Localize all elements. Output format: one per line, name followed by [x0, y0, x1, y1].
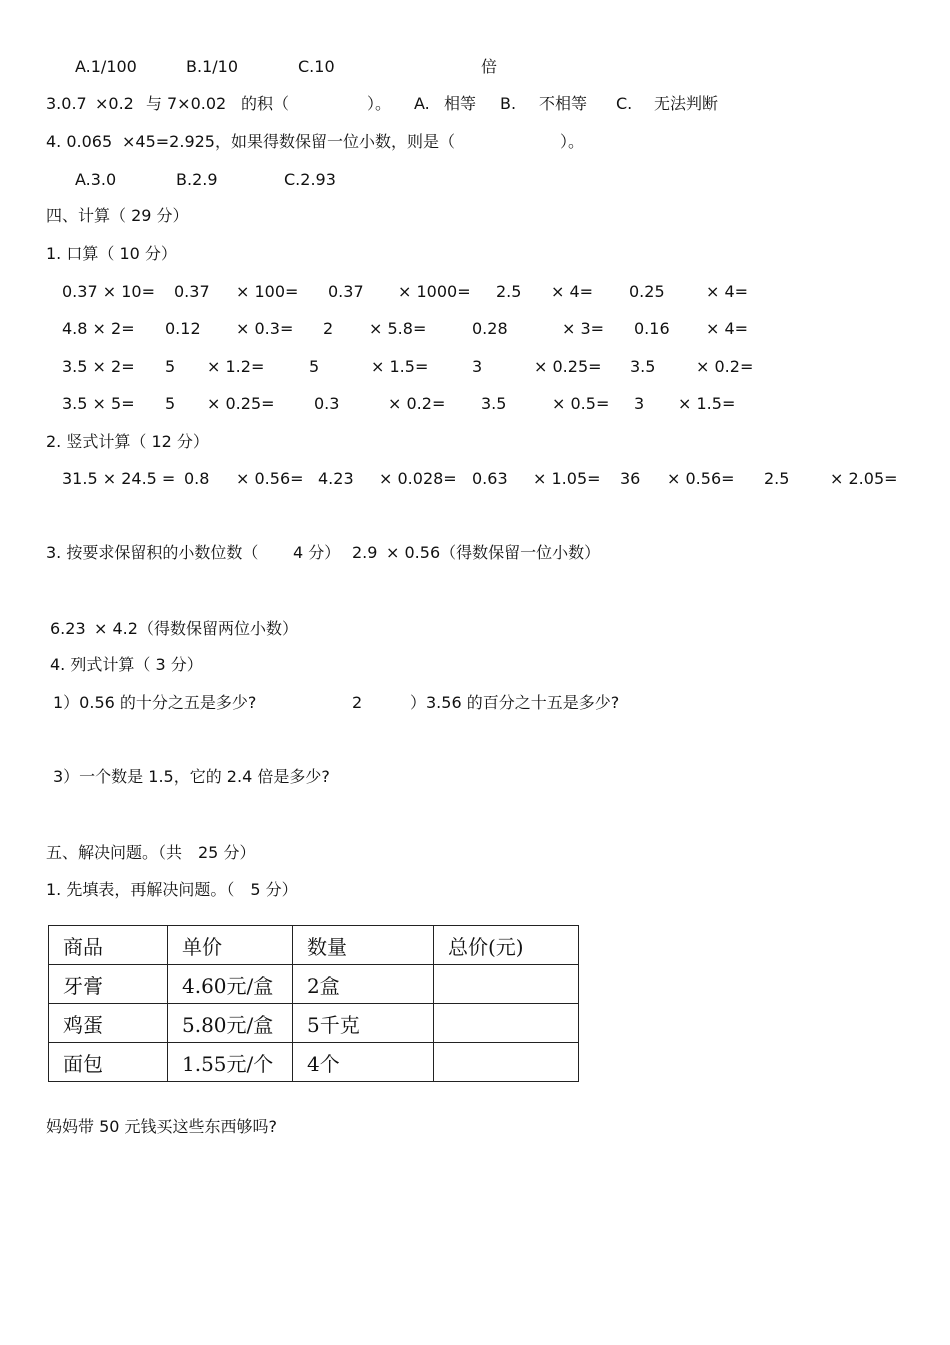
rounding-expr2b: × 4.2（得数保留两位小数） — [94, 619, 298, 638]
vertical-item: × 2.05= — [830, 469, 898, 488]
vertical-item: 2.5 — [764, 469, 790, 488]
q4-close: ）。 — [560, 132, 585, 151]
q4-prefix: 4. 0.065 — [46, 132, 113, 151]
q4-option-a: A.3.0 — [75, 170, 117, 189]
list-calc-q2-num: 2 — [352, 693, 363, 712]
q3-a-label: A. — [414, 94, 430, 113]
oral-item: 5 — [165, 357, 176, 376]
vertical-item: × 0.56= — [236, 469, 304, 488]
oral-item: 0.25 — [629, 282, 665, 301]
table-header-row — [49, 926, 579, 965]
list-calc-q2: ）3.56 的百分之十五是多少? — [410, 693, 620, 712]
oral-item: 0.37 — [328, 282, 364, 301]
total-price-cell[interactable] — [434, 1004, 579, 1043]
oral-item: 0.28 — [472, 319, 508, 338]
q4-option-b: B.2.9 — [176, 170, 218, 189]
table-cell: 鸡蛋 — [49, 1004, 168, 1043]
list-calc-q3: 3）一个数是 1.5，它的 2.4 倍是多少? — [53, 767, 330, 786]
oral-item: × 0.3= — [236, 319, 294, 338]
table-header-cell: 商品 — [49, 926, 168, 965]
table-cell: 5.80元/盒 — [168, 1004, 293, 1043]
rounding-points: 4 分） — [293, 543, 341, 562]
oral-item: × 1.2= — [207, 357, 265, 376]
oral-calc-title: 1. 口算（ 10 分） — [46, 244, 177, 263]
q3-mul1: ×0.2 — [95, 94, 134, 113]
oral-item: 3.5 — [630, 357, 656, 376]
goods-table — [48, 925, 579, 1082]
section5-q1-title: 1. 先填表，再解决问题。（ 5 分） — [46, 880, 298, 899]
oral-item: × 0.2= — [696, 357, 754, 376]
vertical-item: 0.63 — [472, 469, 508, 488]
q4-rest: ×45=2.925，如果得数保留一位小数，则是（ — [122, 132, 455, 151]
q3-c-label: C. — [616, 94, 633, 113]
vertical-item: 36 — [620, 469, 641, 488]
oral-item: × 5.8= — [369, 319, 427, 338]
table-header-cell: 单价 — [168, 926, 293, 965]
section4-title: 四、计算（ 29 分） — [46, 206, 189, 225]
list-calc-title: 4. 列式计算（ 3 分） — [50, 655, 203, 674]
oral-item: 3.5 × 5= — [62, 394, 135, 413]
table-row — [49, 1004, 579, 1043]
oral-item: 0.12 — [165, 319, 201, 338]
oral-item: 0.37 — [174, 282, 210, 301]
oral-item: 5 — [309, 357, 320, 376]
oral-item: × 0.25= — [207, 394, 275, 413]
oral-item: × 0.2= — [388, 394, 446, 413]
vertical-item: 4.23 — [318, 469, 354, 488]
oral-item: 0.37 × 10= — [62, 282, 155, 301]
oral-item: × 0.25= — [534, 357, 602, 376]
section5-title: 五、解决问题。（共 25 分） — [46, 843, 256, 862]
table-cell: 2盒 — [293, 965, 434, 1004]
q3-b-label: B. — [500, 94, 517, 113]
table-header-cell: 数量 — [293, 926, 434, 965]
oral-item: × 4= — [551, 282, 594, 301]
rounding-expr1: 2.9 — [352, 543, 378, 562]
vertical-item: × 0.028= — [379, 469, 457, 488]
table-cell: 1.55元/个 — [168, 1043, 293, 1082]
table-header-cell: 总价(元) — [434, 926, 579, 965]
oral-item: 4.8 × 2= — [62, 319, 135, 338]
vertical-calc-title: 2. 竖式计算（ 12 分） — [46, 432, 209, 451]
oral-item: 0.3 — [314, 394, 340, 413]
vertical-item: 31.5 × 24.5 = — [62, 469, 176, 488]
q3-yu: 与 — [146, 94, 163, 113]
table-cell: 4个 — [293, 1043, 434, 1082]
oral-item: 3 — [472, 357, 483, 376]
table-cell: 4.60元/盒 — [168, 965, 293, 1004]
oral-item: × 1000= — [398, 282, 471, 301]
q2-option-a: A.1/100 — [75, 57, 137, 76]
oral-item: × 0.5= — [552, 394, 610, 413]
total-price-cell[interactable] — [434, 1043, 579, 1082]
table-cell: 5千克 — [293, 1004, 434, 1043]
q3-c-text: 无法判断 — [654, 94, 719, 113]
oral-item: 5 — [165, 394, 176, 413]
oral-item: × 4= — [706, 319, 749, 338]
table-cell: 面包 — [49, 1043, 168, 1082]
total-price-cell[interactable] — [434, 965, 579, 1004]
rounding-title: 3. 按要求保留积的小数位数（ — [46, 543, 259, 562]
oral-item: 2.5 — [496, 282, 522, 301]
list-calc-row-1 — [0, 693, 620, 773]
oral-item: 3.5 — [481, 394, 507, 413]
oral-item: × 1.5= — [678, 394, 736, 413]
oral-item: × 3= — [562, 319, 605, 338]
rounding-expr2: 6.23 — [50, 619, 86, 638]
table-row — [49, 965, 579, 1004]
q2-option-c: C.10 — [298, 57, 335, 76]
oral-item: 2 — [323, 319, 334, 338]
list-calc-q1: 1）0.56 的十分之五是多少? — [53, 693, 257, 712]
q2-option-b: B.1/10 — [186, 57, 238, 76]
oral-item: 0.16 — [634, 319, 670, 338]
rounding-expr1b: × 0.56（得数保留一位小数） — [386, 543, 601, 562]
vertical-item: × 1.05= — [533, 469, 601, 488]
oral-item: × 100= — [236, 282, 299, 301]
q2-option-d: 倍 — [481, 57, 498, 76]
vertical-item: 0.8 — [184, 469, 210, 488]
section5-question: 妈妈带 50 元钱买这些东西够吗? — [46, 1117, 278, 1136]
q3-ask: 的积（ — [241, 94, 290, 113]
q3-prefix: 3.0.7 — [46, 94, 87, 113]
oral-item: 3.5 × 2= — [62, 357, 135, 376]
q4-option-c: C.2.93 — [284, 170, 336, 189]
vertical-item: × 0.56= — [667, 469, 735, 488]
oral-item: 3 — [634, 394, 645, 413]
oral-item: × 4= — [706, 282, 749, 301]
q3-expr2: 7×0.02 — [167, 94, 227, 113]
oral-item: × 1.5= — [371, 357, 429, 376]
q3-close: ）。 — [367, 94, 392, 113]
table-cell: 牙膏 — [49, 965, 168, 1004]
table-row — [49, 1043, 579, 1082]
q3-a-text: 相等 — [444, 94, 477, 113]
q3-b-text: 不相等 — [539, 94, 588, 113]
